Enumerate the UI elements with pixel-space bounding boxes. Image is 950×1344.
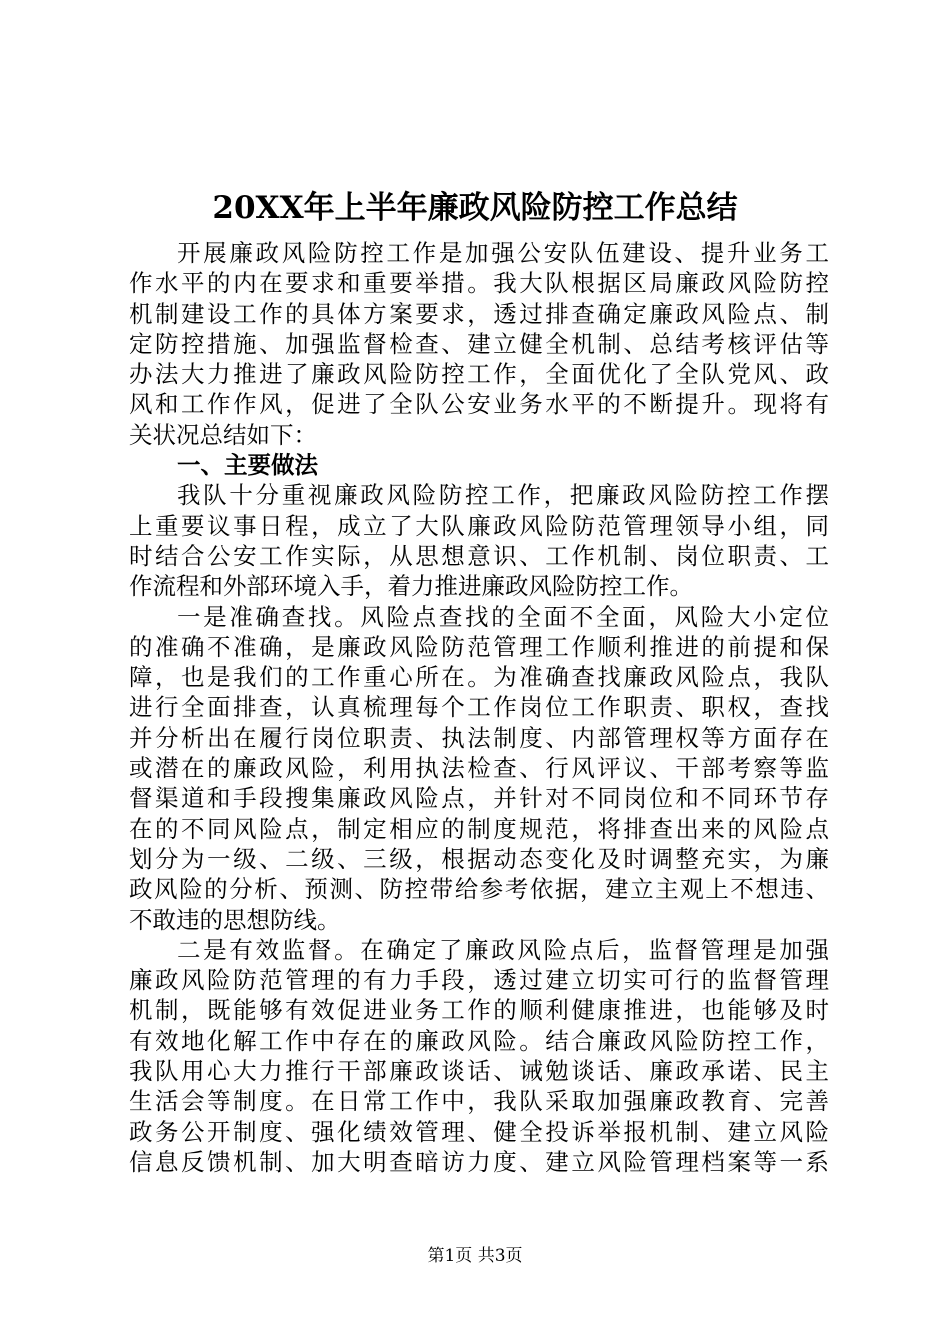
- paragraph-line: 开展廉政风险防控工作是加强公安队伍建设、提升业务工: [177, 239, 829, 267]
- paragraph-line: 生活会等制度。在日常工作中，我队采取加强廉政教育、完善: [129, 1087, 829, 1116]
- paragraph-line: 我队用心大力推行干部廉政谈话、诫勉谈话、廉政承诺、民主: [129, 1057, 829, 1086]
- paragraph-line: 不敢违的思想防线。: [129, 905, 341, 934]
- paragraph-line: 风和工作作风，促进了全队公安业务水平的不断提升。现将有: [129, 390, 829, 419]
- paragraph-line: 机制，既能够有效促进业务工作的顺利健康推进，也能够及时: [129, 996, 829, 1025]
- paragraph-line: 关状况总结如下：: [129, 420, 317, 449]
- paragraph-line: 或潜在的廉政风险，利用执法检查、行风评议、干部考察等监: [129, 754, 829, 783]
- paragraph-line: 障，也是我们的工作重心所在。为准确查找廉政风险点，我队: [129, 663, 829, 692]
- paragraph-line: 督渠道和手段搜集廉政风险点，并针对不同岗位和不同环节存: [129, 784, 829, 813]
- paragraph-line: 有效地化解工作中存在的廉政风险。结合廉政风险防控工作，: [129, 1026, 829, 1055]
- paragraph-line: 二是有效监督。在确定了廉政风险点后，监督管理是加强: [177, 935, 829, 964]
- paragraph-line: 时结合公安工作实际，从思想意识、工作机制、岗位职责、工: [129, 541, 829, 570]
- paragraph-line: 机制建设工作的具体方案要求，透过排查确定廉政风险点、制: [129, 299, 829, 328]
- paragraph-line: 并分析出在履行岗位职责、执法制度、内部管理权等方面存在: [129, 723, 829, 752]
- document-title: 20XX年上半年廉政风险防控工作总结: [212, 190, 738, 226]
- paragraph-line: 政风险的分析、预测、防控带给参考依据，建立主观上不想违、: [129, 875, 829, 904]
- paragraph-line: 的准确不准确，是廉政风险防范管理工作顺利推进的前提和保: [129, 632, 829, 661]
- paragraph-line: 作水平的内在要求和重要举措。我大队根据区局廉政风险防控: [129, 269, 829, 298]
- paragraph-line: 在的不同风险点，制定相应的制度规范，将排查出来的风险点: [129, 814, 829, 843]
- paragraph-line: 作流程和外部环境入手，着力推进廉政风险防控工作。: [129, 572, 693, 601]
- paragraph-line: 政务公开制度、强化绩效管理、健全投诉举报机制、建立风险: [129, 1117, 829, 1146]
- paragraph-line: 进行全面排查，认真梳理每个工作岗位工作职责、职权，查找: [129, 693, 829, 722]
- section-heading: 一、主要做法: [177, 451, 318, 480]
- paragraph-line: 廉政风险防范管理的有力手段，透过建立切实可行的监督管理: [129, 966, 829, 995]
- page-footer: 第1页 共3页: [427, 1246, 523, 1266]
- paragraph-line: 定防控措施、加强监督检查、建立健全机制、总结考核评估等: [129, 329, 829, 358]
- document-body: [129, 238, 829, 1177]
- paragraph-line: 划分为一级、二级、三级，根据动态变化及时调整充实，为廉: [129, 844, 829, 873]
- paragraph-line: 一是准确查找。风险点查找的全面不全面，风险大小定位: [177, 602, 829, 631]
- paragraph-line: 办法大力推进了廉政风险防控工作，全面优化了全队党风、政: [129, 360, 829, 389]
- paragraph-line: 上重要议事日程，成立了大队廉政风险防范管理领导小组，同: [129, 511, 829, 540]
- paragraph-line: 我队十分重视廉政风险防控工作，把廉政风险防控工作摆: [177, 481, 829, 510]
- paragraph-line: 信息反馈机制、加大明查暗访力度、建立风险管理档案等一系: [129, 1147, 829, 1176]
